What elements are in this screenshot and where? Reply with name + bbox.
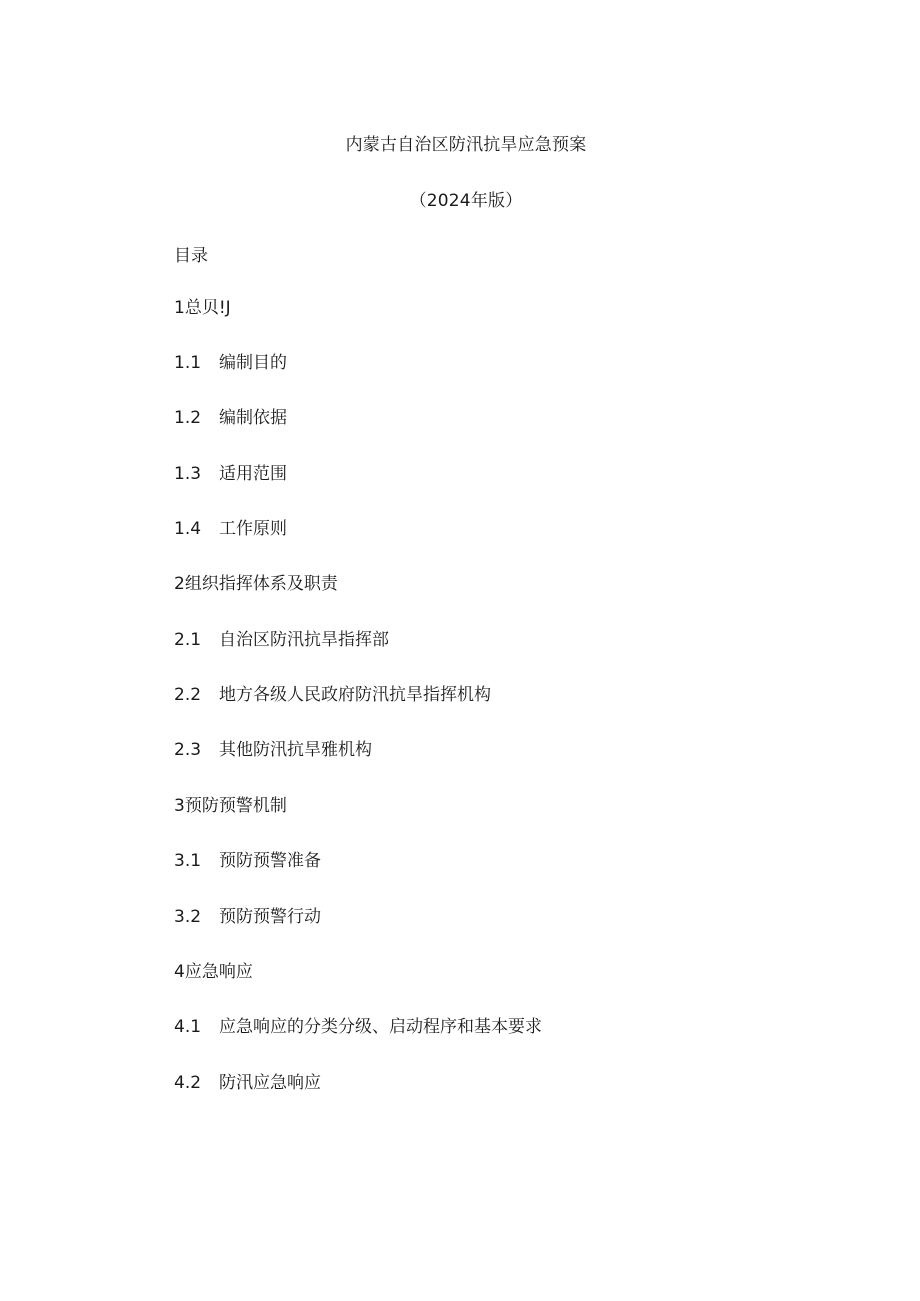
toc-entry-number: 2 — [174, 574, 185, 594]
toc-entry-label: 自治区防汛抗旱指挥部 — [219, 630, 389, 650]
toc-entry-chapter-4 — [174, 961, 253, 983]
toc-entry-section-4-2 — [174, 1072, 321, 1094]
toc-entry-number: 4 — [174, 962, 185, 982]
toc-entry-section-1-1 — [174, 352, 287, 374]
toc-entry-section-4-1 — [174, 1016, 542, 1038]
toc-entry-label: 总贝!J — [184, 298, 231, 318]
toc-entry-label: 预防预警机制 — [184, 796, 287, 816]
toc-entry-label: 编制目的 — [219, 353, 287, 373]
toc-entry-number: 3.2 — [174, 907, 202, 927]
toc-entry-section-1-3 — [174, 463, 287, 485]
toc-entry-number: 1.4 — [174, 519, 202, 539]
toc-entry-number: 3.1 — [174, 851, 202, 871]
toc-heading: 目录 — [174, 246, 208, 266]
toc-entry-label: 预防预警准备 — [219, 851, 321, 871]
toc-entry-section-2-3 — [174, 739, 372, 761]
toc-entry-number: 1 — [174, 298, 185, 318]
document-title: 内蒙古自治区防汛抗旱应急预案 — [345, 135, 587, 155]
toc-entry-label: 地方各级人民政府防汛抗旱指挥机构 — [219, 685, 491, 705]
toc-entry-section-2-2 — [174, 684, 491, 706]
toc-entry-section-1-2 — [174, 407, 287, 429]
toc-entry-label: 其他防汛抗旱雅机构 — [219, 740, 372, 760]
toc-entry-section-3-2 — [174, 906, 321, 928]
toc-entry-section-2-1 — [174, 629, 389, 651]
toc-entry-number: 3 — [174, 796, 185, 816]
toc-entry-label: 适用范围 — [219, 464, 287, 484]
toc-entry-number: 1.2 — [174, 408, 202, 428]
toc-entry-number: 4.2 — [174, 1073, 202, 1093]
toc-entry-label: 组织指挥体系及职责 — [184, 574, 338, 594]
toc-entry-chapter-1 — [174, 297, 231, 319]
toc-entry-number: 1.1 — [174, 353, 202, 373]
document-edition: （2024年版） — [409, 191, 523, 211]
toc-entry-section-1-4 — [174, 518, 287, 540]
toc-entry-label: 工作原则 — [219, 519, 287, 539]
toc-entry-chapter-3 — [174, 795, 287, 817]
toc-entry-number: 2.2 — [174, 685, 202, 705]
toc-entry-number: 4.1 — [174, 1017, 202, 1037]
toc-entry-number: 2.1 — [174, 630, 202, 650]
toc-entry-chapter-2 — [174, 573, 338, 595]
toc-entry-label: 应急响应的分类分级、启动程序和基本要求 — [219, 1017, 542, 1037]
toc-entry-label: 防汛应急响应 — [219, 1073, 321, 1093]
toc-entry-label: 编制依据 — [219, 408, 287, 428]
toc-entry-label: 应急响应 — [184, 962, 253, 982]
toc-entry-number: 1.3 — [174, 464, 202, 484]
toc-entry-section-3-1 — [174, 850, 321, 872]
toc-entry-number: 2.3 — [174, 740, 202, 760]
toc-entry-label: 预防预警行动 — [219, 907, 321, 927]
